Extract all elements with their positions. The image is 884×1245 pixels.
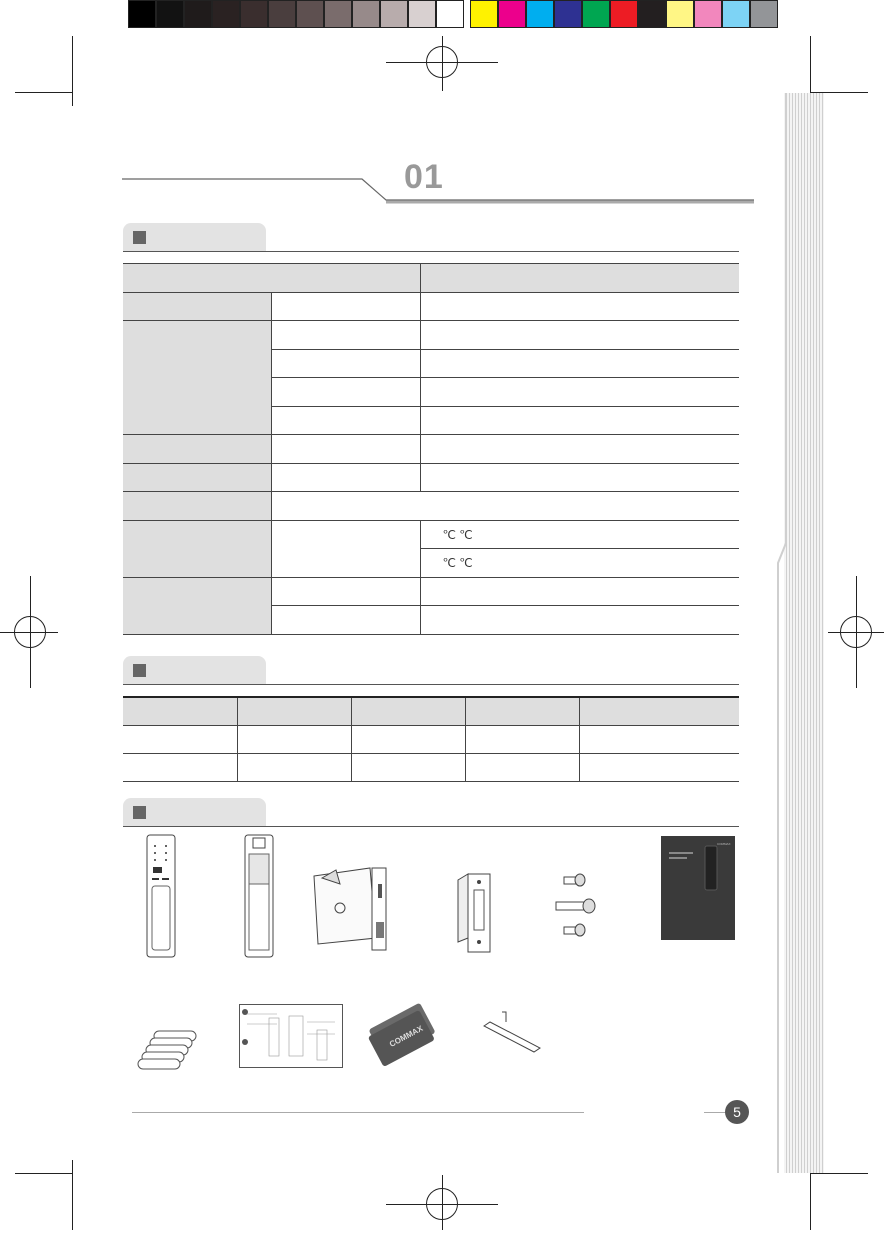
chapter-number: 01 xyxy=(404,158,444,196)
strike-plate-image xyxy=(452,870,494,956)
color-swatch xyxy=(296,0,324,28)
spindle-and-hex-key-image xyxy=(480,1008,542,1060)
color-swatch xyxy=(380,0,408,28)
color-swatch xyxy=(582,0,610,28)
temp-range-2: ℃ ℃ xyxy=(420,549,739,578)
color-swatch xyxy=(436,0,464,28)
color-swatch xyxy=(470,0,498,28)
page-edge-shadow xyxy=(776,93,788,1173)
batteries-image xyxy=(136,1028,200,1070)
outdoor-unit-image xyxy=(146,834,176,958)
section-tab-specifications xyxy=(123,223,266,251)
specifications-table xyxy=(123,263,739,635)
page-edge-stripes xyxy=(784,93,824,1173)
models-table xyxy=(123,696,739,782)
color-swatch xyxy=(240,0,268,28)
color-swatch xyxy=(694,0,722,28)
color-swatch xyxy=(324,0,352,28)
screws-image xyxy=(552,870,602,940)
section-tab-components xyxy=(123,798,266,826)
user-manual-image xyxy=(661,836,735,940)
color-swatch xyxy=(212,0,240,28)
temp-range-1: ℃ ℃ xyxy=(420,521,739,549)
color-swatch xyxy=(498,0,526,28)
color-swatch xyxy=(526,0,554,28)
color-swatch xyxy=(666,0,694,28)
manual-brand-text: COMMAX xyxy=(717,842,731,846)
installation-template-image xyxy=(239,1004,343,1068)
color-swatch xyxy=(610,0,638,28)
footer-rule xyxy=(132,1112,584,1113)
page-number: 5 xyxy=(725,1100,749,1124)
color-swatch xyxy=(554,0,582,28)
color-swatch xyxy=(750,0,778,28)
color-swatch xyxy=(156,0,184,28)
color-swatch xyxy=(268,0,296,28)
mortise-lock-image xyxy=(310,858,390,954)
color-swatch xyxy=(638,0,666,28)
indoor-unit-image xyxy=(244,834,274,958)
color-swatch xyxy=(352,0,380,28)
color-swatch xyxy=(128,0,156,28)
section-tab-models xyxy=(123,656,266,684)
color-swatch xyxy=(184,0,212,28)
rf-cards-image xyxy=(364,1000,442,1066)
color-swatch xyxy=(722,0,750,28)
color-swatch xyxy=(408,0,436,28)
card-brand-text: COMMAX xyxy=(387,1023,425,1049)
